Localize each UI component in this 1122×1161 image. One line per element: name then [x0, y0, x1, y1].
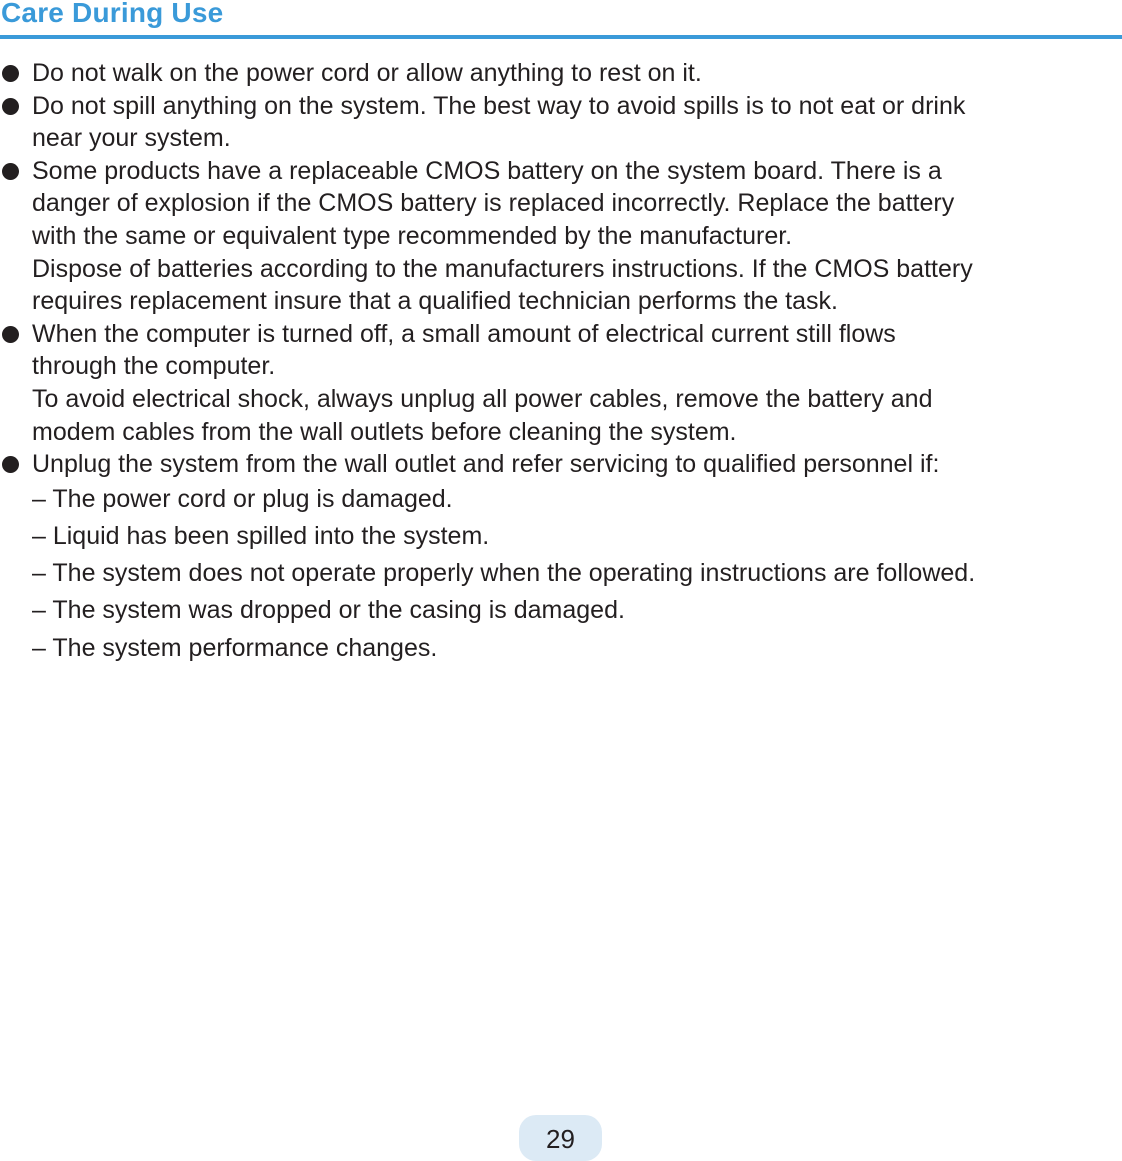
list-item	[0, 90, 1122, 155]
bullet-icon	[2, 326, 19, 343]
page-number: 29	[546, 1124, 575, 1154]
bullet-icon	[2, 98, 19, 115]
item-text-line: with the same or equivalent type recommended by the manufacturer.	[32, 221, 793, 250]
page-header	[0, 0, 1122, 40]
item-text-line: Dispose of batteries according to the manufacturers instructions. If the CMOS battery	[32, 254, 973, 283]
sub-list-item: – The system was dropped or the casing is damaged.	[32, 596, 625, 625]
item-text-line: through the computer.	[32, 352, 276, 381]
item-text-line: Do not spill anything on the system. The best way to avoid spills is to not eat or drink	[32, 91, 966, 120]
header-divider	[0, 35, 1122, 39]
item-text-line: When the computer is turned off, a small amount of electrical current still flows	[32, 319, 896, 348]
item-text-line: near your system.	[32, 124, 231, 153]
item-text-line: modem cables from the wall outlets before cleaning the system.	[32, 417, 737, 446]
sub-list-item: – The system does not operate properly when the operating instructions are followed.	[32, 559, 976, 588]
item-text-line: Unplug the system from the wall outlet and refer servicing to qualified personnel if:	[32, 450, 940, 479]
item-text-line: Do not walk on the power cord or allow anything to rest on it.	[32, 59, 702, 87]
bullet-icon	[2, 65, 19, 82]
sub-list-item: – Liquid has been spilled into the system.	[32, 521, 490, 550]
item-text-line: danger of explosion if the CMOS battery is replaced incorrectly. Replace the battery	[32, 189, 955, 218]
item-text-line: To avoid electrical shock, always unplug all power cables, remove the battery and	[32, 384, 933, 413]
care-instructions-list	[0, 57, 1122, 667]
section-title: Care During Use	[1, 0, 224, 28]
sub-list	[0, 481, 1122, 667]
list-item	[0, 318, 1122, 448]
list-item	[0, 57, 1122, 90]
bullet-icon	[2, 163, 19, 180]
sub-list-item: – The power cord or plug is damaged.	[32, 484, 453, 513]
bullet-icon	[2, 456, 19, 473]
list-item	[0, 448, 1122, 481]
list-item	[0, 155, 1122, 318]
item-text-line: requires replacement insure that a qualified technician performs the task.	[32, 287, 838, 316]
item-text-line: Some products have a replaceable CMOS battery on the system board. There is a	[32, 156, 942, 185]
sub-list-item: – The system performance changes.	[32, 633, 438, 662]
